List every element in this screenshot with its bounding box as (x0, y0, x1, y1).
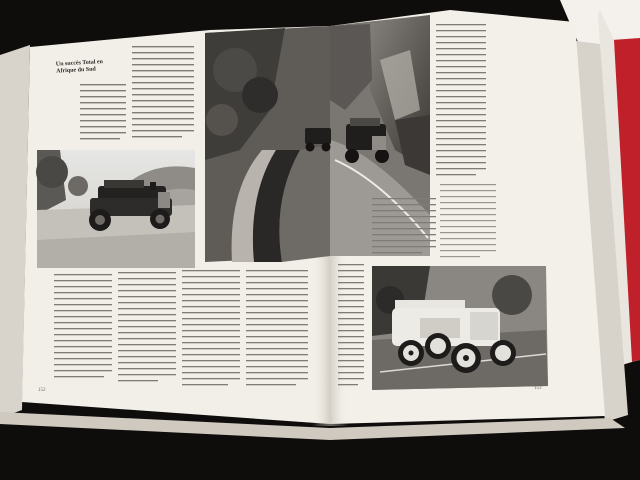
left-page-number: 152 (38, 388, 46, 393)
section-title: Un succès Total en Afrique du Sud (55, 59, 104, 75)
photo-vintage-car-landscape (36, 150, 195, 268)
photo-mountain-road-cars (205, 15, 430, 262)
photo-white-vintage-car (372, 266, 548, 390)
right-page-number: 153 (534, 386, 542, 391)
